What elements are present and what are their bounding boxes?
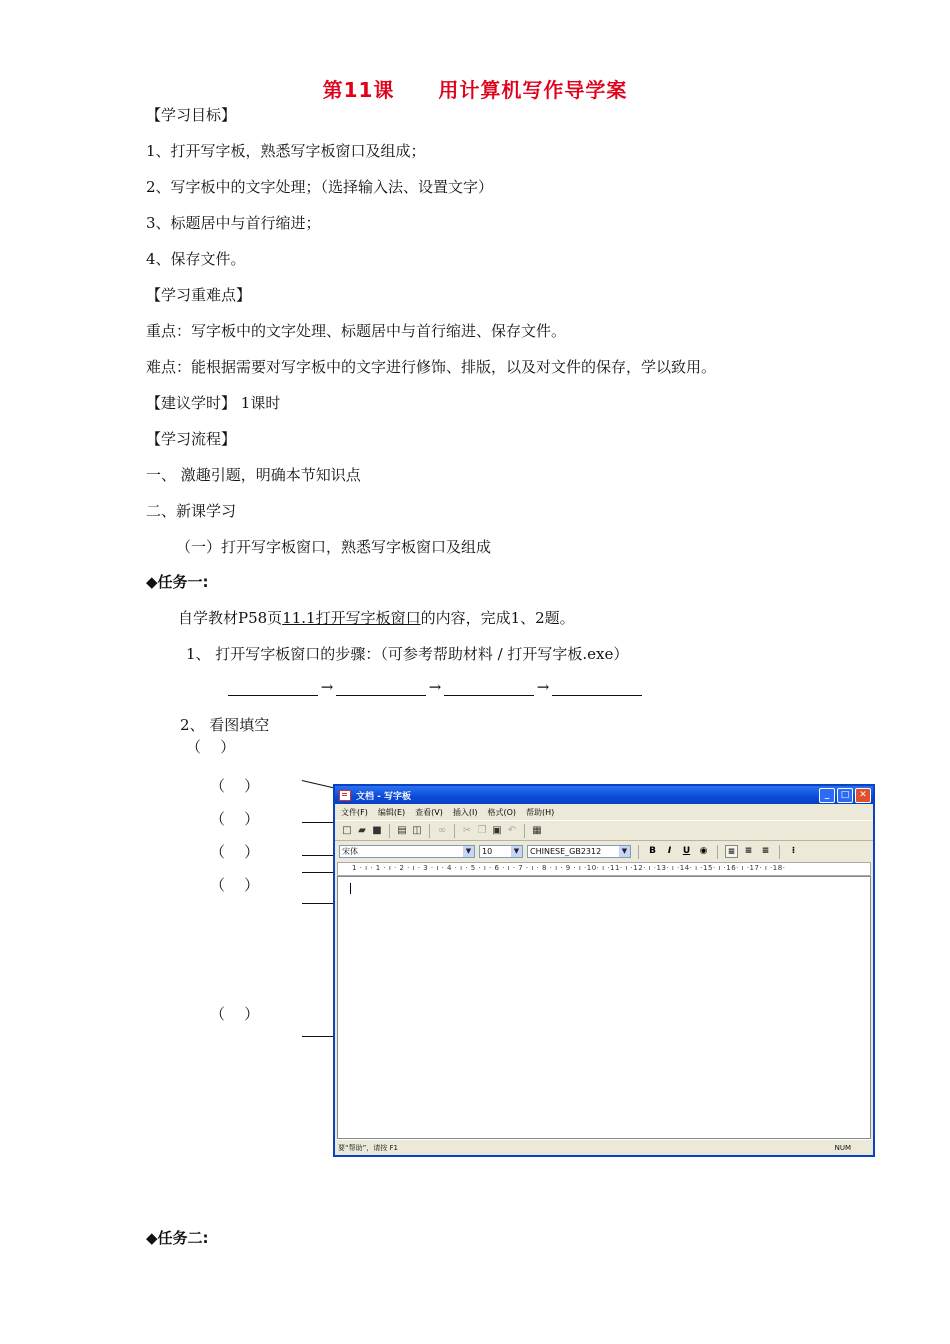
fill-in-parenthesis[interactable]: （ ） — [210, 876, 260, 894]
flow-step: 一、 激趣引题，明确本节知识点 — [146, 466, 361, 484]
standard-toolbar — [335, 820, 873, 841]
goal-item: 3、标题居中与首行缩进； — [146, 214, 321, 232]
script-value: CHINESE_GB2312 — [530, 847, 602, 856]
save-icon[interactable]: ■ — [372, 824, 382, 836]
fill-in-parenthesis[interactable]: （ ） — [210, 843, 260, 861]
hours-row — [146, 392, 280, 413]
steps-blanks — [228, 678, 642, 696]
toolbar-separator — [454, 824, 455, 838]
underline-icon[interactable]: U — [682, 846, 691, 856]
menu-edit[interactable]: 编辑(E) — [377, 807, 406, 817]
chevron-down-icon[interactable]: ▼ — [463, 846, 474, 857]
status-num-indicator: NUM — [834, 1143, 851, 1152]
menu-bar — [335, 804, 873, 820]
answer-blank[interactable] — [444, 680, 534, 696]
cut-icon[interactable]: ✂ — [462, 824, 472, 836]
align-center-icon[interactable]: ≡ — [744, 846, 753, 856]
key-point: 重点：写字板中的文字处理、标题居中与首行缩进、保存文件。 — [146, 322, 567, 340]
fill-in-parenthesis[interactable]: （ ） — [210, 777, 260, 795]
menu-help[interactable]: 帮助(H) — [526, 807, 555, 817]
task1-question-2: 2、 看图填空 — [180, 716, 270, 734]
font-size-value: 10 — [482, 847, 493, 856]
bullets-icon[interactable]: ⁝ — [791, 846, 796, 856]
task1-intro — [178, 607, 575, 628]
fill-in-parenthesis[interactable]: （ ） — [210, 810, 260, 828]
menu-insert[interactable]: 插入(I) — [452, 807, 478, 817]
bold-icon[interactable]: B — [649, 846, 656, 856]
goals-heading: 【学习目标】 — [146, 106, 237, 124]
hours-value: 1课时 — [236, 394, 281, 412]
lesson-topic: 用计算机写作导学案 — [438, 78, 628, 102]
goal-item: 2、写字板中的文字处理；（选择输入法、设置文字） — [146, 178, 494, 196]
open-folder-icon[interactable]: ▰ — [358, 824, 366, 836]
difficult-point: 难点：能根据需要对写字板中的文字进行修饰、排版，以及对文件的保存，学以致用。 — [146, 358, 717, 376]
fill-in-parenthesis[interactable]: （ ） — [186, 738, 236, 756]
arrow-glyph: → — [320, 678, 334, 696]
font-select[interactable] — [339, 845, 475, 858]
toolbar-separator — [429, 824, 430, 838]
task1-intro-link: 11.1打开写字板窗口 — [282, 609, 421, 627]
toolbar-separator — [779, 845, 780, 859]
find-icon[interactable]: ∞ — [437, 824, 447, 836]
arrow-glyph: → — [428, 678, 442, 696]
toolbar-separator — [524, 824, 525, 838]
color-palette-icon[interactable]: ◉ — [699, 846, 708, 856]
goal-item: 4、保存文件。 — [146, 250, 246, 268]
paste-icon[interactable]: ▣ — [492, 824, 502, 836]
minimize-icon[interactable]: _ — [819, 788, 835, 803]
document-area[interactable] — [337, 876, 871, 1139]
arrow-glyph: → — [536, 678, 550, 696]
flow-substep: （一）打开写字板窗口，熟悉写字板窗口及组成 — [176, 538, 492, 556]
task1-intro-suffix: 的内容，完成1、2题。 — [420, 609, 575, 627]
copy-icon[interactable]: ❐ — [477, 824, 487, 836]
undo-icon[interactable]: ↶ — [507, 824, 517, 836]
answer-blank[interactable] — [228, 680, 318, 696]
close-icon[interactable]: ✕ — [855, 788, 871, 803]
status-help-text: 要“帮助”，请按 F1 — [338, 1143, 398, 1152]
new-document-icon[interactable]: □ — [342, 824, 352, 836]
ruler — [337, 862, 871, 876]
text-caret — [350, 883, 351, 894]
page-title — [0, 74, 950, 103]
key-points-heading: 【学习重难点】 — [146, 286, 252, 304]
chevron-down-icon[interactable]: ▼ — [511, 846, 522, 857]
fill-in-parenthesis[interactable]: （ ） — [210, 1005, 260, 1023]
task1-intro-prefix: 自学教材P58页 — [178, 609, 283, 627]
answer-blank[interactable] — [336, 680, 426, 696]
print-icon[interactable]: ▤ — [397, 824, 407, 836]
answer-blank[interactable] — [552, 680, 642, 696]
hours-heading: 【建议学时】 — [146, 394, 237, 412]
italic-icon[interactable]: I — [667, 846, 672, 856]
window-titlebar — [335, 786, 873, 804]
menu-view[interactable]: 查看(V) — [415, 807, 443, 817]
font-value: 宋体 — [342, 847, 358, 856]
print-preview-icon[interactable]: ◫ — [412, 824, 422, 836]
toolbar-separator — [389, 824, 390, 838]
flow-step: 二、新课学习 — [146, 502, 237, 520]
lesson-number: 第11课 — [322, 78, 395, 102]
wordpad-icon — [339, 790, 351, 801]
task1-question-1: 1、 打开写字板窗口的步骤：（可参考帮助材料 / 打开写字板.exe） — [186, 645, 629, 663]
task1-heading: ◆任务一: — [146, 573, 209, 591]
maximize-icon[interactable]: □ — [837, 788, 853, 803]
menu-format[interactable]: 格式(O) — [487, 807, 517, 817]
format-toolbar — [335, 841, 873, 862]
chevron-down-icon[interactable]: ▼ — [619, 846, 630, 857]
menu-file[interactable]: 文件(F) — [341, 807, 368, 817]
wordpad-window — [333, 784, 875, 1157]
flow-heading: 【学习流程】 — [146, 430, 237, 448]
align-right-icon[interactable]: ≡ — [761, 846, 770, 856]
insert-date-icon[interactable]: ▦ — [532, 824, 542, 836]
window-title: 文档 - 写字板 — [356, 791, 412, 802]
toolbar-separator — [717, 845, 718, 859]
goal-item: 1、打开写字板，熟悉写字板窗口及组成； — [146, 142, 426, 160]
task2-heading: ◆任务二: — [146, 1229, 209, 1247]
font-size-select[interactable] — [479, 845, 523, 858]
align-left-icon[interactable]: ≡ — [725, 845, 738, 858]
script-select[interactable] — [527, 845, 631, 858]
ruler-scale: 1 · ı · 1 · ı · 2 · ı · 3 · ı · 4 · ı · 5 · ı · 6 · ı · 7 · ı · 8 · ı · 9 · ı ·10· ı ·11· ı ·12· ı ·13· ı ·14· ı ·15· ı ·16· ı ·17· ı ·18· — [352, 864, 786, 872]
status-bar — [335, 1139, 873, 1155]
toolbar-separator — [638, 845, 639, 859]
